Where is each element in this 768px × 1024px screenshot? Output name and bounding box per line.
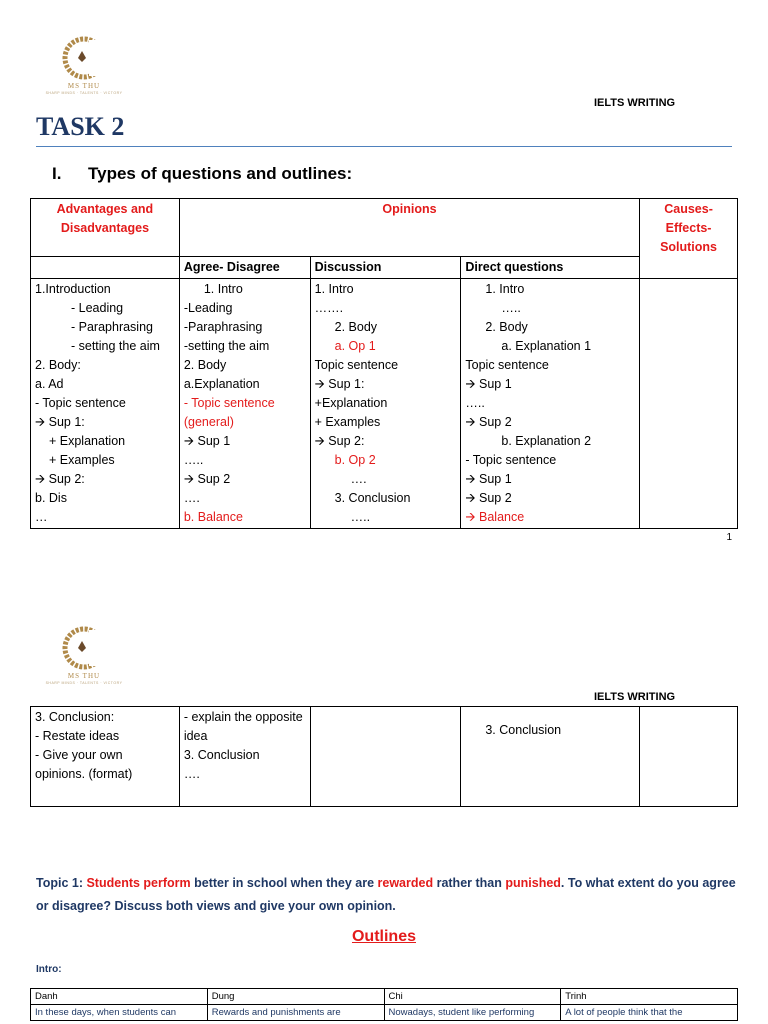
outline-line: -Paraphrasing (183, 320, 263, 334)
intro-cell: Nowadays, student like performing (384, 1005, 561, 1021)
outline-line: ……. (314, 301, 344, 315)
outline-line: b. Dis (35, 491, 67, 505)
logo (34, 626, 134, 685)
outline-line: 🡪 Sup 1 (465, 472, 512, 486)
outline-line: 1.Introduction (35, 282, 111, 296)
topic-highlight: rewarded (377, 876, 434, 890)
crescent-logo-icon (59, 36, 109, 82)
logo (34, 36, 134, 95)
table-body-row (31, 279, 738, 529)
outline-line: …. (183, 767, 200, 781)
intro-label: Intro: (36, 964, 62, 975)
advantages-outline (31, 279, 180, 529)
outline-line: a.Explanation (183, 377, 260, 391)
logo-name: MS THU (67, 672, 101, 680)
page-2 (0, 580, 768, 1024)
crescent-logo-icon (59, 626, 109, 672)
outline-line: + Examples (314, 415, 381, 429)
outline-line: - Give your own opinions. (format) (35, 748, 133, 781)
topic-label: Topic 1: (36, 876, 87, 890)
subhead-direct: Direct questions (461, 257, 640, 279)
outline-line: 3. Conclusion (485, 723, 562, 737)
outline-line: 2. Body (183, 358, 227, 372)
page-title: TASK 2 (36, 112, 125, 141)
outline-line: - Topic sentence (35, 396, 126, 410)
advantages-outline (31, 707, 180, 807)
agree-outline (179, 279, 310, 529)
causes-outline (640, 707, 738, 807)
outline-line: 🡪 Balance (465, 510, 525, 524)
table-subheader-row (31, 257, 738, 279)
outline-line: -Leading (183, 301, 233, 315)
table-header-row (31, 989, 738, 1005)
outline-line: Topic sentence (314, 358, 399, 372)
outline-line: - Topic sentence (general) (183, 396, 275, 429)
outline-line: 1. Intro (485, 282, 525, 296)
student-name: Dung (207, 989, 384, 1005)
outline-line: 🡪 Sup 1 (465, 377, 512, 391)
logo-tagline: SHARP MINDS · TALENTS · VICTORY (45, 91, 123, 95)
discussion-outline (310, 279, 461, 529)
topic-text: . To what extent do you agree or disagree? Discuss both views and give your own opinion. (36, 876, 736, 913)
outline-line: b. Op 2 (334, 453, 376, 467)
outline-line: ….. (183, 453, 204, 467)
outline-line: - explain the opposite idea (183, 710, 303, 743)
discussion-outline (310, 707, 461, 807)
logo-tagline: SHARP MINDS · TALENTS · VICTORY (45, 681, 123, 685)
outline-line: a. Ad (35, 377, 64, 391)
topic-text: rather than (433, 876, 506, 890)
subhead-agree: Agree- Disagree (179, 257, 310, 279)
outline-line: … (35, 510, 48, 524)
table-header-row (31, 199, 738, 257)
outline-line: - setting the aim (71, 339, 160, 353)
logo-name: MS THU (67, 82, 101, 90)
outline-line: - Paraphrasing (71, 320, 153, 334)
outline-line: - Restate ideas (35, 729, 120, 743)
intro-cell: A lot of people think that the (561, 1005, 738, 1021)
outline-line: 3. Conclusion: (35, 710, 115, 724)
outlines-heading: Outlines (351, 928, 416, 945)
outline-line: b. Explanation 2 (501, 434, 592, 448)
outline-line: a. Op 1 (334, 339, 376, 353)
outline-line: 🡪 Sup 2: (314, 434, 365, 448)
continued-table (30, 706, 738, 807)
causes-outline (640, 279, 738, 529)
outline-line: 🡪 Sup 1: (35, 415, 85, 429)
outline-line: + Examples (49, 453, 115, 467)
outline-line: …. (183, 491, 200, 505)
header-label: IELTS WRITING (594, 97, 676, 109)
agree-outline (179, 707, 310, 807)
student-name: Trinh (561, 989, 738, 1005)
topic-highlight: punished (505, 876, 561, 890)
table-body-row (31, 707, 738, 807)
intro-cell: Rewards and punishments are (207, 1005, 384, 1021)
col-head-opinions: Opinions (179, 199, 639, 257)
section-heading (52, 164, 352, 184)
outline-line: 2. Body (334, 320, 378, 334)
page-number: 1 (726, 532, 732, 543)
topic-statement (36, 872, 736, 918)
outline-line: 🡪 Sup 2 (465, 491, 512, 505)
outline-line: - Leading (71, 301, 124, 315)
question-types-table (30, 198, 738, 529)
outline-line: - Topic sentence (465, 453, 557, 467)
topic-text: better in school when they are (190, 876, 378, 890)
outline-line: Topic sentence (465, 358, 549, 372)
empty-cell (31, 257, 180, 279)
outline-line: 1. Intro (203, 282, 243, 296)
section-number: I. (52, 164, 62, 183)
header-label: IELTS WRITING (594, 691, 676, 703)
intro-table (30, 988, 738, 1021)
title-divider (36, 146, 732, 147)
outline-line: + Explanation (49, 434, 126, 448)
outline-line: 🡪 Sup 1: (314, 377, 365, 391)
outline-line: ….. (501, 301, 521, 315)
outline-line: ….. (350, 510, 371, 524)
student-name: Chi (384, 989, 561, 1005)
col-head-advantages: Advantages and Disadvantages (31, 199, 180, 257)
outline-line: a. Explanation 1 (501, 339, 592, 353)
outline-line: b. Balance (183, 510, 243, 524)
outline-line: 2. Body (485, 320, 528, 334)
student-name: Danh (31, 989, 208, 1005)
col-head-causes: Causes-Effects-Solutions (640, 199, 738, 279)
subhead-discussion: Discussion (310, 257, 461, 279)
topic-highlight: Students perform (86, 876, 191, 890)
intro-cell: In these days, when students can (31, 1005, 208, 1021)
direct-outline (461, 707, 640, 807)
outline-line: -setting the aim (183, 339, 270, 353)
outline-line: 🡪 Sup 2 (465, 415, 512, 429)
outline-line: 🡪 Sup 2 (183, 472, 231, 486)
outline-line: 1. Intro (314, 282, 354, 296)
outline-line: 3. Conclusion (334, 491, 411, 505)
outline-line: 2. Body: (35, 358, 81, 372)
outline-line: 🡪 Sup 1 (183, 434, 231, 448)
outline-line: …. (350, 472, 367, 486)
table-row (31, 1005, 738, 1021)
outline-line: ….. (465, 396, 485, 410)
outline-line: 3. Conclusion (183, 748, 260, 762)
outline-line: +Explanation (314, 396, 388, 410)
direct-outline (461, 279, 640, 529)
section-title: Types of questions and outlines: (88, 164, 353, 183)
outline-line: 🡪 Sup 2: (35, 472, 85, 486)
